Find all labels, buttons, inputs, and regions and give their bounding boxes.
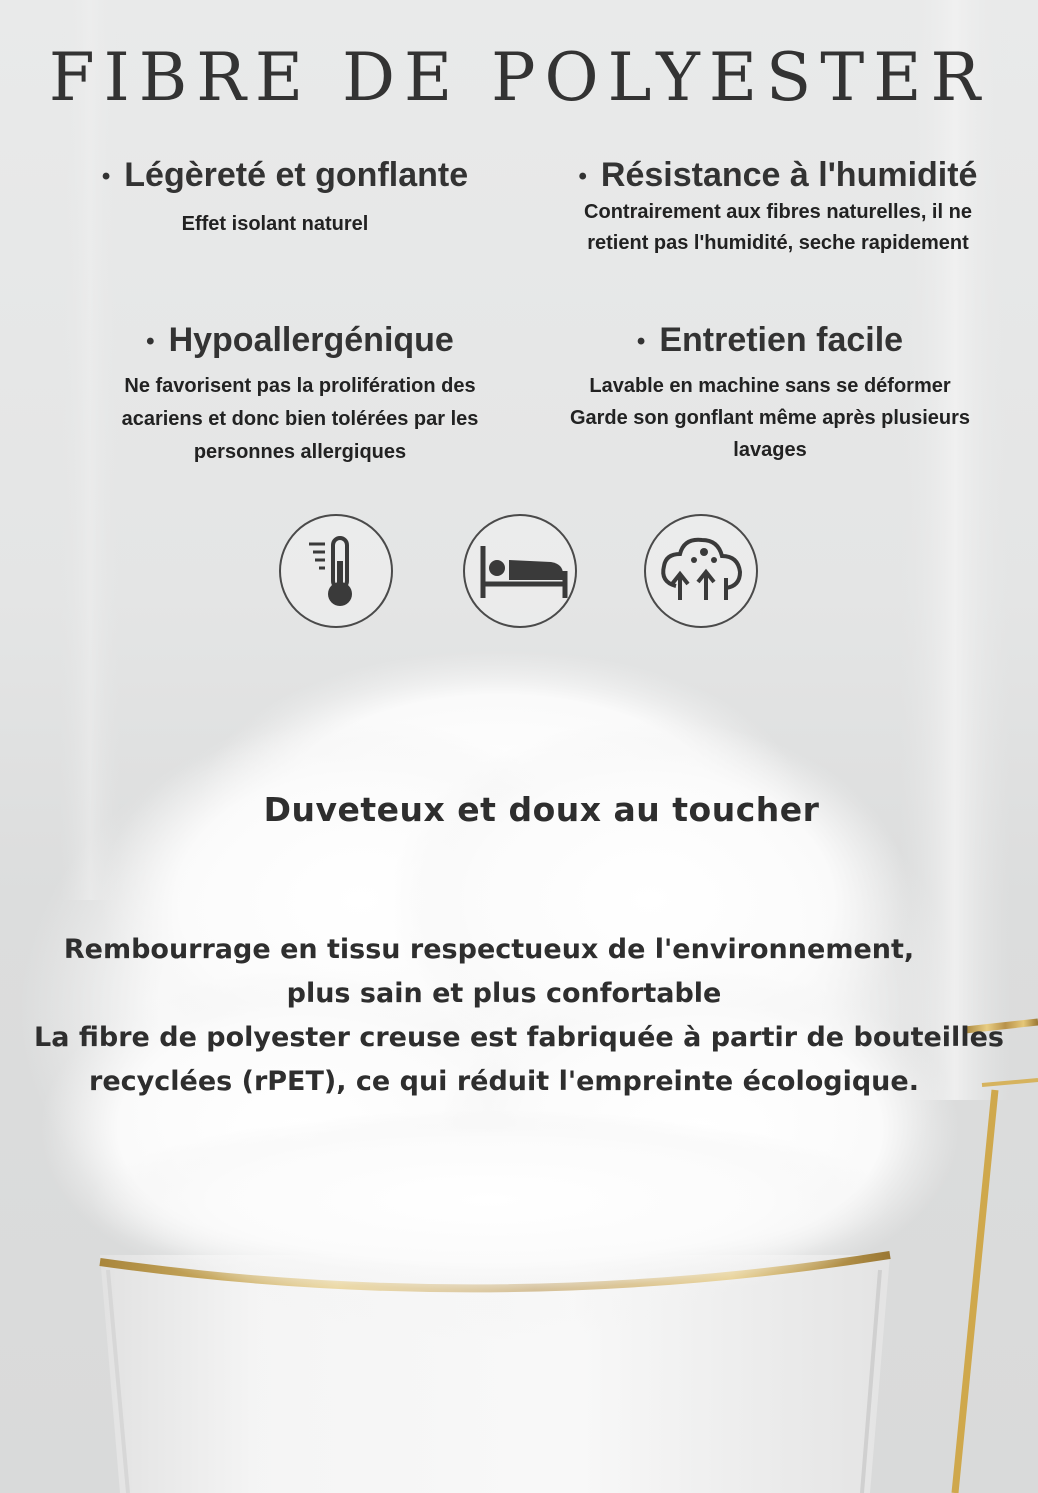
thermometer-icon: [279, 514, 393, 628]
feature-heading: • Légèreté et gonflante: [101, 156, 469, 194]
page-title: FIBRE DE POLYESTER: [48, 39, 990, 116]
softness-tagline: Duveteux et doux au toucher: [263, 790, 820, 829]
eco-line: plus sain et plus confortable: [286, 978, 722, 1009]
feature-lightness: [70, 155, 500, 240]
feature-heading: • Entretien facile: [636, 321, 904, 359]
eco-line: Rembourrage en tissu respectueux de l'environnement,: [63, 934, 915, 965]
bullet: •: [578, 163, 587, 191]
bed-icon: [463, 514, 577, 628]
eco-description: [0, 928, 1038, 1104]
feature-description: Contrairement aux fibres naturelles, il ne retient pas l'humidité, seche rapidement: [584, 201, 972, 255]
feature-easy-care: [545, 320, 995, 466]
feature-heading: • Hypoallergénique: [146, 321, 454, 359]
feature-hypoallergenic: [80, 320, 520, 469]
feature-heading: • Résistance à l'humidité: [578, 156, 978, 194]
bullet: •: [636, 328, 646, 356]
feature-description: Lavable en machine sans se déformer Garde son gonflant même après plusieurs lavages: [569, 375, 971, 462]
eco-line: La fibre de polyester creuse est fabriquée à partir de bouteilles: [34, 1022, 1004, 1053]
eco-recycle-icon: [644, 514, 758, 628]
bullet: •: [146, 328, 155, 356]
bullet: •: [101, 163, 111, 191]
feature-icons-row: [0, 514, 1038, 630]
feature-description: Effet isolant naturel: [181, 213, 369, 236]
eco-line: recyclées (rPET), ce qui réduit l'empreinte écologique.: [89, 1066, 919, 1097]
feature-humidity-resistance: [548, 155, 1008, 259]
feature-description: Ne favorisent pas la prolifération des acariens et donc bien tolérées par les personnes allergiques: [121, 375, 479, 464]
